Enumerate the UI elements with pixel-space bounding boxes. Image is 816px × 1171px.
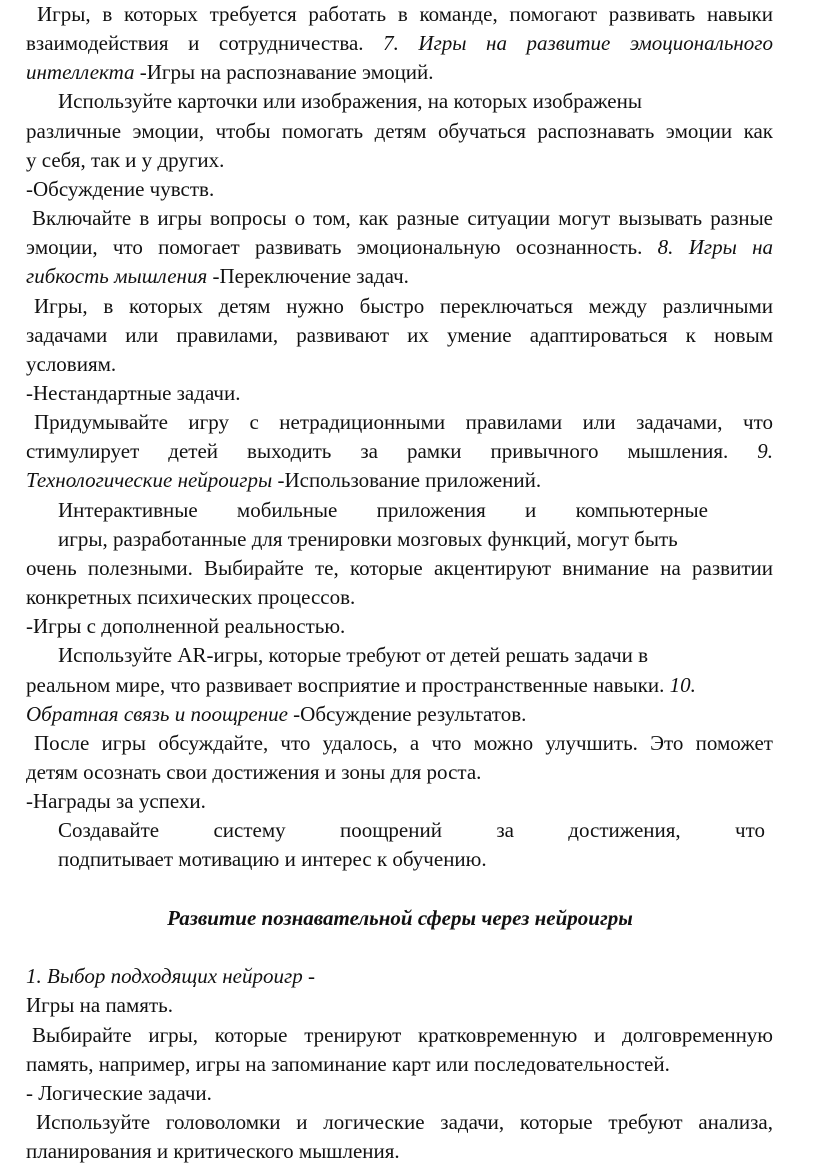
paragraph-line: у себя, так и у других. — [26, 148, 225, 172]
paragraph-line: -Игры с дополненной реальностью. — [26, 614, 346, 638]
paragraph-line: Создавайте систему поощрений за достижения, что — [58, 818, 765, 842]
paragraph-line: детям осознать свои достижения и зоны для роста. — [26, 760, 482, 784]
paragraph-line: очень полезными. Выбирайте те, которые акцентируют внимание на развитии — [26, 556, 773, 580]
paragraph-line: Интерактивные мобильные приложения и компьютерные — [58, 498, 708, 522]
paragraph-line: Игры, в которых детям нужно быстро переключаться между различными — [34, 294, 773, 318]
paragraph-line: Используйте карточки или изображения, на которых изображены — [58, 89, 642, 113]
paragraph-line: стимулирует детей выходить за рамки привычного мышления. 9. — [26, 439, 774, 463]
paragraph-line: реальном мире, что развивает восприятие и пространственные навыки. 10. — [26, 673, 696, 697]
paragraph-line: -Нестандартные задачи. — [26, 381, 241, 405]
paragraph-line: интеллекта -Игры на распознавание эмоций. — [26, 60, 434, 84]
paragraph-line: - Логические задачи. — [26, 1081, 212, 1105]
paragraph-line: Используйте головоломки и логические задачи, которые требуют анализа, — [36, 1110, 773, 1134]
paragraph-line: Технологические нейроигры -Использование приложений. — [26, 468, 542, 492]
paragraph-line: Игры на память. — [26, 993, 173, 1017]
paragraph-line: задачами или правилами, развивают их умение адаптироваться к новым — [26, 323, 773, 347]
section-heading: Развитие познавательной сферы через нейроигры — [167, 906, 633, 930]
paragraph-line: Выбирайте игры, которые тренируют кратковременную и долговременную — [32, 1023, 773, 1047]
paragraph-line: Включайте в игры вопросы о том, как разные ситуации могут вызывать разные — [32, 206, 773, 230]
paragraph-line: эмоции, что помогает развивать эмоциональную осознанность. 8. Игры на — [26, 235, 774, 259]
paragraph-line: -Обсуждение чувств. — [26, 177, 215, 201]
paragraph-line: различные эмоции, чтобы помогать детям обучаться распознавать эмоции как — [26, 119, 773, 143]
paragraph-line: -Награды за успехи. — [26, 789, 206, 813]
paragraph-line: условиям. — [26, 352, 117, 376]
paragraph-line: конкретных психических процессов. — [26, 585, 356, 609]
paragraph-line: игры, разработанные для тренировки мозговых функций, могут быть — [58, 527, 678, 551]
paragraph-line: Придумывайте игру с нетрадиционными правилами или задачами, что — [34, 410, 773, 434]
paragraph-line: Используйте AR-игры, которые требуют от детей решать задачи в — [58, 643, 649, 667]
paragraph-line: память, например, игры на запоминание карт или последовательностей. — [26, 1052, 670, 1076]
paragraph-line: После игры обсуждайте, что удалось, а что можно улучшить. Это поможет — [34, 731, 773, 755]
paragraph-line: взаимодействия и сотрудничества. 7. Игры на развитие эмоционального — [26, 31, 773, 55]
paragraph-line: подпитывает мотивацию и интерес к обучению. — [58, 847, 487, 871]
paragraph-line: гибкость мышления -Переключение задач. — [26, 264, 409, 288]
paragraph-line: Обратная связь и поощрение -Обсуждение результатов. — [26, 702, 527, 726]
paragraph-line: планирования и критического мышления. — [26, 1139, 400, 1163]
subsection-title: 1. Выбор подходящих нейроигр - — [26, 964, 315, 988]
paragraph-line: Игры, в которых требуется работать в команде, помогают развивать навыки — [37, 2, 773, 26]
